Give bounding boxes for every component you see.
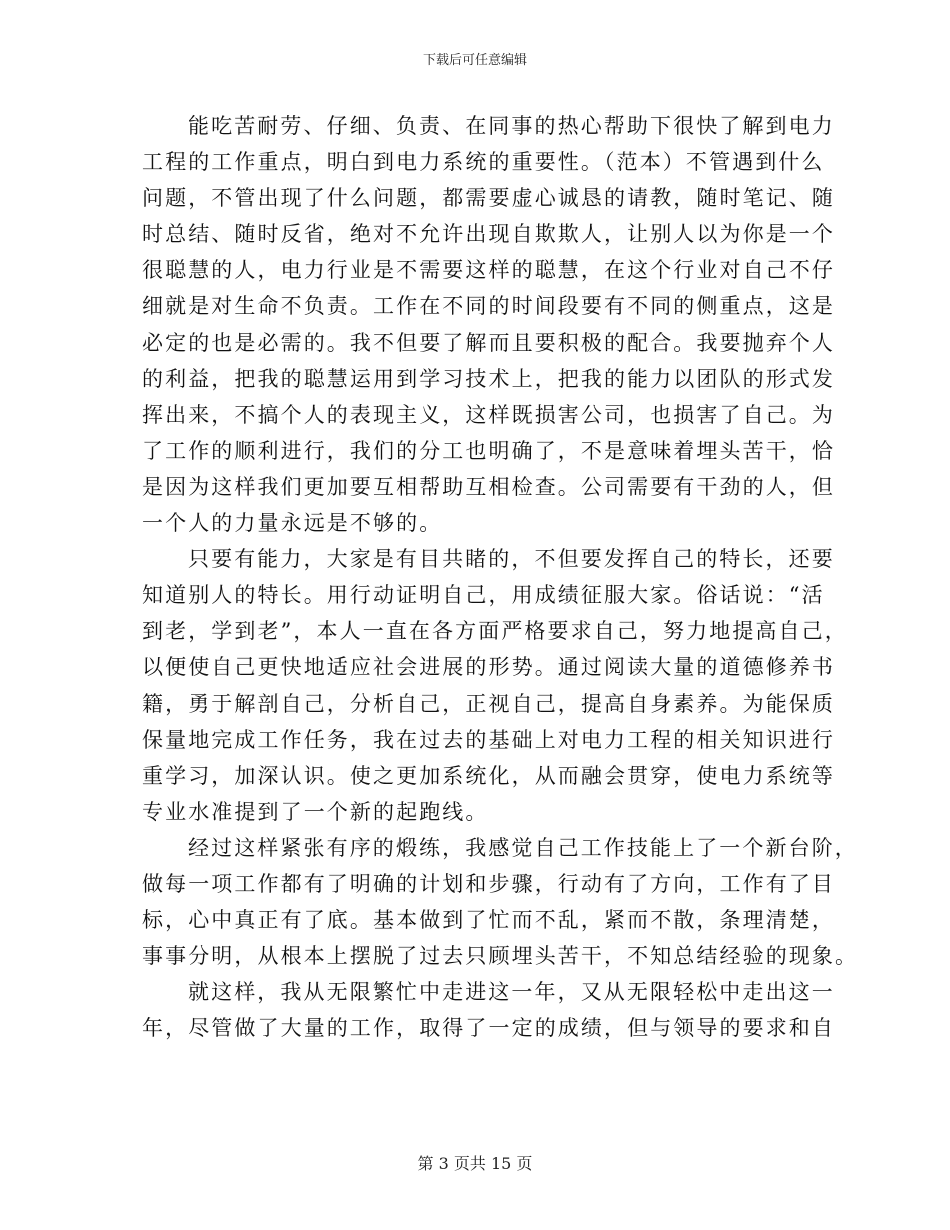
text-line: 标，心中真正有了底。基本做到了忙而不乱，紧而不散，条理清楚， xyxy=(142,908,835,933)
text-line: 只要有能力，大家是有目共睹的，不但要发挥自己的特长，还要 xyxy=(188,547,835,572)
text-line: 专业水准提到了一个新的起跑线。 xyxy=(142,799,489,824)
text-line: 必定的也是必需的。我不但要了解而且要积极的配合。我要抛弃个人 xyxy=(142,330,835,355)
text-line: 到老，学到老”，本人一直在各方面严格要求自己，努力地提高自己， xyxy=(142,619,848,644)
text-line: 知道别人的特长。用行动证明自己，用成绩征服大家。俗话说：“活 xyxy=(142,583,825,608)
text-line: 问题，不管出现了什么问题，都需要虚心诚恳的请教，随时笔记、随 xyxy=(142,186,835,211)
text-line: 就这样，我从无限繁忙中走进这一年，又从无限轻松中走出这一 xyxy=(188,980,835,1005)
text-line: 是因为这样我们更加要互相帮助互相检查。公司需要有干劲的人，但 xyxy=(142,474,835,499)
page-number-footer: 第 3 页共 15 页 xyxy=(417,1154,533,1173)
text-line: 以便使自己更快地适应社会进展的形势。通过阅读大量的道德修养书 xyxy=(142,655,835,680)
text-line: 挥出来，不搞个人的表现主义，这样既损害公司，也损害了自己。为 xyxy=(142,402,835,427)
text-line: 籍，勇于解剖自己，分析自己，正视自己，提高自身素养。为能保质 xyxy=(142,691,835,716)
document-body xyxy=(142,108,859,1046)
text-line: 经过这样紧张有序的煅练，我感觉自己工作技能上了一个新台阶， xyxy=(188,835,858,860)
text-line: 做每一项工作都有了明确的计划和步骤，行动有了方向，工作有了目 xyxy=(142,871,835,896)
text-line: 事事分明，从根本上摆脱了过去只顾埋头苦干，不知总结经验的现象。 xyxy=(142,944,859,969)
text-line: 了工作的顺利进行，我们的分工也明确了，不是意味着埋头苦干，恰 xyxy=(142,438,835,463)
text-line: 一个人的力量永远是不够的。 xyxy=(142,511,443,536)
text-line: 重学习，加深认识。使之更加系统化，从而融会贯穿，使电力系统等 xyxy=(142,763,835,788)
text-line: 的利益，把我的聪慧运用到学习技术上，把我的能力以团队的形式发 xyxy=(142,366,835,391)
page-header: 下载后可任意编辑 xyxy=(422,53,527,68)
text-line: 时总结、随时反省，绝对不允许出现自欺欺人，让别人以为你是一个 xyxy=(142,222,835,247)
text-line: 工程的工作重点，明白到电力系统的重要性。（范本）不管遇到什么 xyxy=(142,150,825,175)
text-line: 年，尽管做了大量的工作，取得了一定的成绩，但与领导的要求和自 xyxy=(142,1016,835,1041)
text-line: 很聪慧的人，电力行业是不需要这样的聪慧，在这个行业对自己不仔 xyxy=(142,258,835,283)
text-line: 保量地完成工作任务，我在过去的基础上对电力工程的相关知识进行 xyxy=(142,727,835,752)
text-line: 能吃苦耐劳、仔细、负责、在同事的热心帮助下很快了解到电力 xyxy=(188,114,835,138)
text-line: 细就是对生命不负责。工作在不同的时间段要有不同的侧重点，这是 xyxy=(142,294,835,319)
